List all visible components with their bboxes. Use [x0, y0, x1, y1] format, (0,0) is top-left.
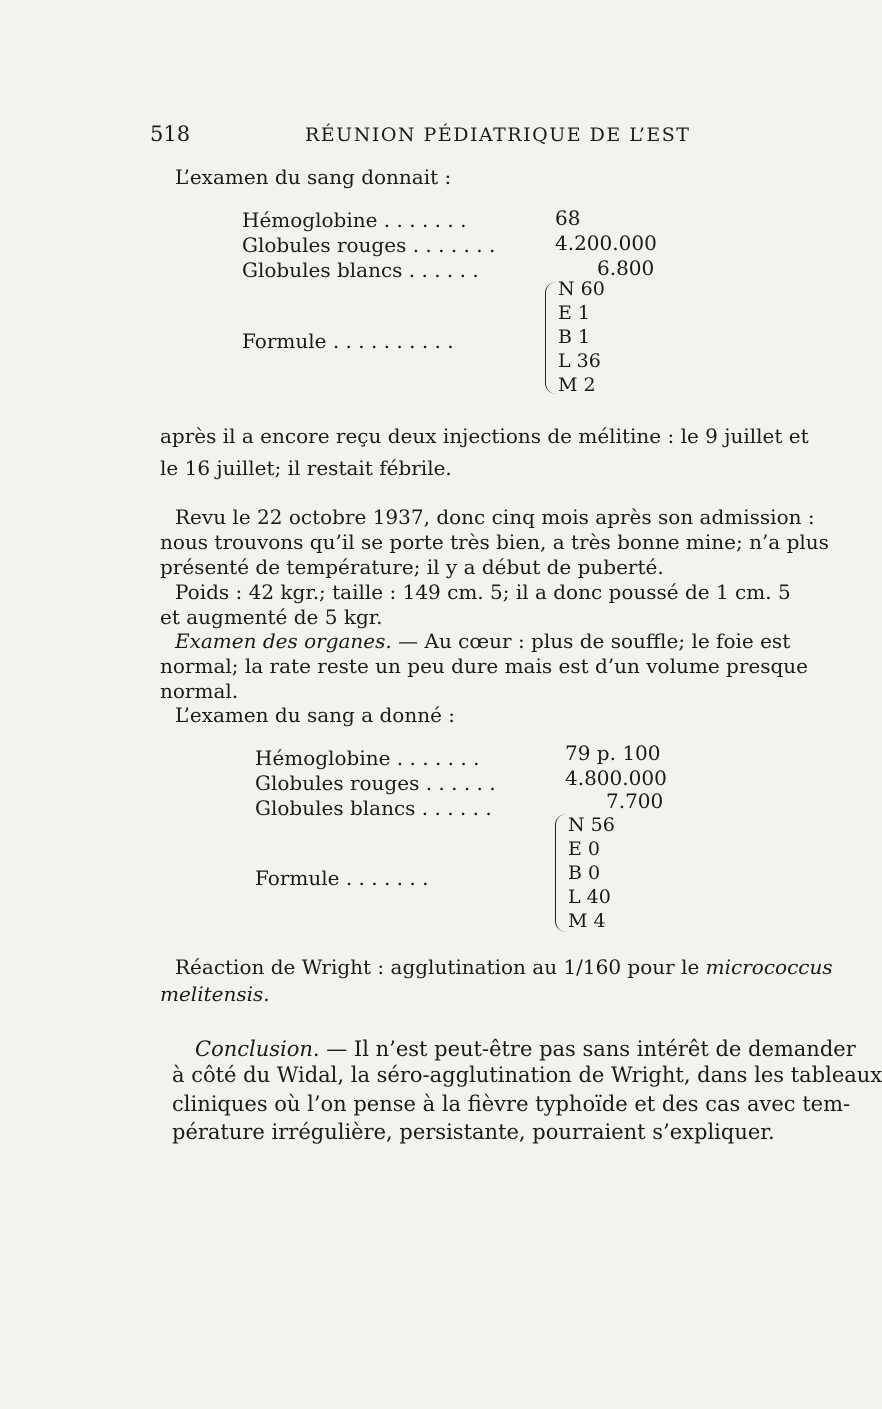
paragraph-line: à côté du Widal, la séro-agglutination de Wright, dans les tableaux — [172, 1063, 882, 1087]
exam2-row-label: Hémoglobine . . . . . . . — [255, 746, 480, 770]
formula-item: M 2 — [558, 374, 596, 396]
page-number: 518 — [150, 122, 191, 146]
formula-item: E 1 — [558, 302, 590, 324]
paragraph-line: présenté de température; il y a début de puberté. — [160, 555, 664, 579]
paragraph-line: normal. — [160, 679, 239, 703]
formula-item: L 36 — [558, 350, 601, 372]
paragraph-line: et augmenté de 5 kgr. — [160, 605, 383, 629]
organism-name: micrococcus — [705, 955, 833, 979]
paragraph-line: Conclusion. — Il n’est peut-être pas sans intérêt de demander — [195, 1037, 856, 1061]
exam1-row-value: 6.800 — [597, 256, 655, 280]
paragraph-line: normal; la rate reste un peu dure mais est d’un volume presque — [160, 654, 809, 678]
formula-item: N 60 — [558, 278, 605, 300]
formula-item: B 0 — [568, 862, 601, 884]
paragraph-line: Poids : 42 kgr.; taille : 149 cm. 5; il a donc poussé de 1 cm. 5 — [175, 580, 791, 604]
paragraph-line: le 16 juillet; il restait fébrile. — [160, 456, 452, 480]
paragraph-line: nous trouvons qu’il se porte très bien, a très bonne mine; n’a plus — [160, 530, 829, 554]
exam2-row-value: 79 p. 100 — [565, 741, 661, 765]
exam1-row-label: Globules blancs . . . . . . — [242, 258, 479, 282]
exam1-formula-label: Formule . . . . . . . . . . — [242, 329, 454, 353]
paragraph-line: pérature irrégulière, persistante, pourraient s’expliquer. — [172, 1120, 775, 1144]
paragraph-line: Examen des organes. — Au cœur : plus de souffle; le foie est — [175, 629, 791, 653]
paragraph-line — [160, 982, 270, 1006]
exam2-row-value: 7.700 — [606, 789, 664, 813]
exam1-row-label: Hémoglobine . . . . . . . — [242, 208, 467, 232]
running-title: RÉUNION PÉDIATRIQUE DE L’EST — [305, 124, 691, 146]
brace-icon — [545, 282, 556, 394]
exam2-row-value: 4.800.000 — [565, 766, 667, 790]
exam1-row-value: 68 — [555, 206, 581, 230]
paragraph-line: cliniques où l’on pense à la fièvre typhoïde et des cas avec tem- — [172, 1092, 851, 1116]
exam2-row-label: Globules blancs . . . . . . — [255, 796, 492, 820]
organism-name: melitensis. — [160, 982, 270, 1006]
formula-item: B 1 — [558, 326, 591, 348]
brace-icon — [555, 814, 566, 932]
exam1-intro: L’examen du sang donnait : — [175, 165, 452, 189]
exam2-formula-label: Formule . . . . . . . — [255, 866, 429, 890]
exam2-intro: L’examen du sang a donné : — [175, 703, 456, 727]
paragraph-line: Revu le 22 octobre 1937, donc cinq mois après son admission : — [175, 505, 815, 529]
formula-item: N 56 — [568, 814, 615, 836]
paragraph-line: après il a encore reçu deux injections de mélitine : le 9 juillet et — [160, 424, 809, 448]
formula-item: L 40 — [568, 886, 611, 908]
exam1-row-label: Globules rouges . . . . . . . — [242, 233, 496, 257]
section-lead: Examen des organes. — [175, 629, 392, 653]
formula-item: E 0 — [568, 838, 600, 860]
section-lead: Conclusion. — [195, 1037, 320, 1061]
exam1-row-value: 4.200.000 — [555, 231, 657, 255]
exam2-row-label: Globules rouges . . . . . . — [255, 771, 496, 795]
formula-item: M 4 — [568, 910, 606, 932]
paragraph-line: Réaction de Wright : agglutination au 1/160 pour le micrococcus — [175, 955, 833, 979]
